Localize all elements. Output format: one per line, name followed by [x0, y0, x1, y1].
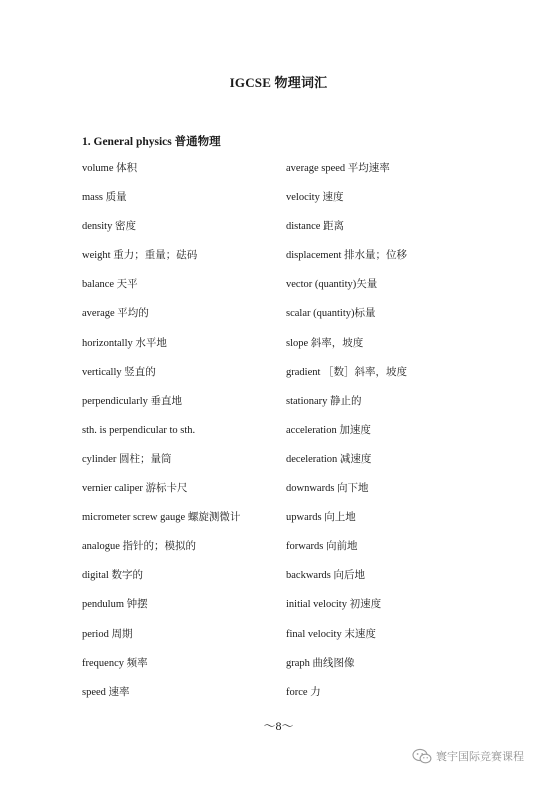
vocabulary-item: acceleration 加速度 [286, 424, 371, 436]
vocabulary-item: upwards 向上地 [286, 512, 356, 524]
vocabulary-item: vernier caliper 游标卡尺 [82, 483, 188, 495]
vocabulary-item: distance 距离 [286, 221, 345, 233]
vocabulary-item: graph 曲线图像 [286, 657, 355, 669]
section-heading: 1. General physics 普通物理 [82, 136, 221, 148]
vocabulary-item: average 平均的 [82, 308, 149, 320]
watermark [412, 748, 524, 764]
vocabulary-list-right [286, 161, 407, 714]
vocabulary-item: force 力 [286, 686, 321, 698]
vocabulary-item: balance 天平 [82, 279, 138, 291]
vocabulary-item: micrometer screw gauge 螺旋测微计 [82, 512, 241, 524]
vocabulary-item: displacement 排水量；位移 [286, 250, 408, 262]
vocabulary-item: deceleration 减速度 [286, 453, 372, 465]
vocabulary-item: density 密度 [82, 221, 136, 233]
vocabulary-item: analogue 指针的；模拟的 [82, 541, 197, 553]
vocabulary-item: vertically 竖直的 [82, 366, 156, 378]
vocabulary-item: pendulum 钟摆 [82, 599, 148, 611]
vocabulary-item: perpendicularly 垂直地 [82, 395, 183, 407]
vocabulary-item: stationary 静止的 [286, 395, 362, 407]
vocabulary-item: horizontally 水平地 [82, 337, 167, 349]
vocabulary-item: vector (quantity)矢量 [286, 279, 378, 291]
vocabulary-item: forwards 向前地 [286, 541, 358, 553]
page-number: ～8～ [263, 719, 294, 733]
vocabulary-list-left [82, 161, 240, 714]
watermark-text: 寰宇国际竞赛课程 [436, 750, 524, 763]
vocabulary-item: period 周期 [82, 628, 133, 640]
vocabulary-item: frequency 频率 [82, 657, 148, 669]
vocabulary-item: weight 重力；重量；砝码 [82, 250, 198, 262]
vocabulary-item: mass 质量 [82, 192, 127, 204]
vocabulary-item: cylinder 圆柱；量筒 [82, 453, 172, 465]
vocabulary-item: scalar (quantity)标量 [286, 308, 376, 320]
vocabulary-item: digital 数字的 [82, 570, 143, 582]
vocabulary-item: slope 斜率，坡度 [286, 337, 364, 349]
vocabulary-item: gradient ［数］斜率，坡度 [286, 366, 408, 378]
wechat-icon [412, 748, 432, 764]
vocabulary-item: sth. is perpendicular to sth. [82, 424, 196, 436]
vocabulary-item: speed 速率 [82, 686, 130, 698]
page-title: IGCSE 物理词汇 [229, 75, 328, 90]
vocabulary-item: downwards 向下地 [286, 483, 369, 495]
vocabulary-item: final velocity 末速度 [286, 628, 376, 640]
vocabulary-item: volume 体积 [82, 163, 138, 174]
vocabulary-item: initial velocity 初速度 [286, 599, 382, 611]
vocabulary-item: average speed 平均速率 [286, 163, 390, 174]
vocabulary-item: velocity 速度 [286, 192, 344, 204]
vocabulary-item: backwards 向后地 [286, 570, 366, 582]
